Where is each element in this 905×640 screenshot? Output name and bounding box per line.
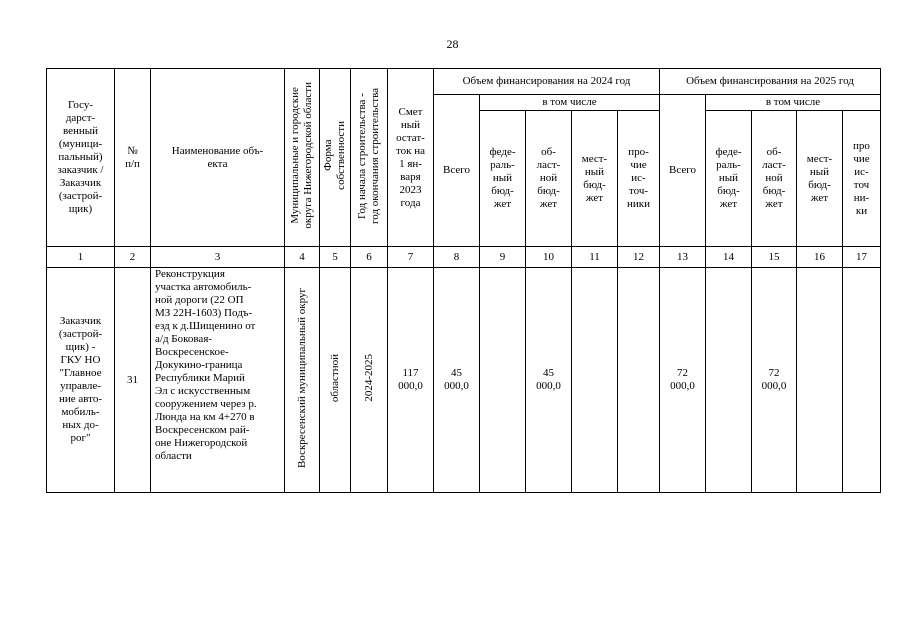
header-regional-2025: об- ласт- ной бюд- жет <box>752 111 797 247</box>
header-local-2024: мест- ный бюд- жет <box>572 111 618 247</box>
header-ownership <box>320 69 351 247</box>
cell-local-2025 <box>797 268 843 493</box>
header-other-2025: про чие ис- точ ни- ки <box>843 111 881 247</box>
column-number: 8 <box>434 247 480 268</box>
column-number: 13 <box>660 247 706 268</box>
column-number: 7 <box>388 247 434 268</box>
column-number: 1 <box>47 247 115 268</box>
cell-ownership-text: областной <box>328 353 341 403</box>
header-federal-2025: феде- раль- ный бюд- жет <box>706 111 752 247</box>
cell-municipality <box>285 268 320 493</box>
cell-customer: Заказчик (застрой- щик) - ГКУ НО "Главное управле- ние авто- мобиль- ных до- рог" <box>47 268 115 493</box>
header-ownership-text: Форма собственности <box>322 121 347 190</box>
cell-federal-2024 <box>480 268 526 493</box>
header-local-2025: мест- ный бюд- жет <box>797 111 843 247</box>
header-municipality-text: Муниципальные и городские округа Нижегородской области <box>289 82 314 229</box>
cell-regional-2025: 72 000,0 <box>752 268 797 493</box>
column-number: 14 <box>706 247 752 268</box>
header-estimate: Смет ный остат- ток на 1 ян- варя 2023 года <box>388 69 434 247</box>
cell-years-text: 2024-2025 <box>362 354 375 402</box>
cell-other-2024 <box>618 268 660 493</box>
column-number: 17 <box>843 247 881 268</box>
column-number: 10 <box>526 247 572 268</box>
cell-ownership <box>320 268 351 493</box>
column-number: 4 <box>285 247 320 268</box>
cell-regional-2024: 45 000,0 <box>526 268 572 493</box>
cell-total-2025: 72 000,0 <box>660 268 706 493</box>
header-object-name: Наименование объ- екта <box>151 69 285 247</box>
column-number: 9 <box>480 247 526 268</box>
column-number: 11 <box>572 247 618 268</box>
page-number: 28 <box>446 37 459 51</box>
financing-table <box>46 68 881 493</box>
header-other-2024: про- чие ис- точ- ники <box>618 111 660 247</box>
header-num: № п/п <box>115 69 151 247</box>
column-number: 5 <box>320 247 351 268</box>
header-years-text: Год начала строительства - год окончания строительства <box>356 87 381 224</box>
header-including-2024: в том числе <box>480 95 660 111</box>
header-funding-2025: Объем финансирования на 2025 год <box>660 69 881 95</box>
header-years <box>351 69 388 247</box>
header-customer: Госу- дарст- венный (муници- пальный) заказчик / Заказчик (застрой- щик) <box>47 69 115 247</box>
column-number-row <box>47 247 881 268</box>
cell-other-2025 <box>843 268 881 493</box>
header-including-2025: в том числе <box>706 95 881 111</box>
column-number: 15 <box>752 247 797 268</box>
cell-num: 31 <box>115 268 151 493</box>
cell-total-2024: 45 000,0 <box>434 268 480 493</box>
cell-federal-2025 <box>706 268 752 493</box>
header-federal-2024: феде- раль- ный бюд- жет <box>480 111 526 247</box>
column-number: 12 <box>618 247 660 268</box>
cell-local-2024 <box>572 268 618 493</box>
header-total-2025: Всего <box>660 95 706 247</box>
cell-estimate: 117 000,0 <box>388 268 434 493</box>
header-municipality <box>285 69 320 247</box>
column-number: 3 <box>151 247 285 268</box>
column-number: 2 <box>115 247 151 268</box>
header-funding-2024: Объем финансирования на 2024 год <box>434 69 660 95</box>
cell-municipality-text: Воскресенский муниципальный округ <box>295 287 308 469</box>
header-total-2024: Всего <box>434 95 480 247</box>
column-number: 6 <box>351 247 388 268</box>
cell-years <box>351 268 388 493</box>
table-row <box>47 268 881 493</box>
header-regional-2024: об- ласт- ной бюд- жет <box>526 111 572 247</box>
cell-object-name: Реконструкция участка автомобиль- ной дороги (22 ОП МЗ 22Н-1603) Подъ- езд к д.Шищенино от а/д Боковая- Воскресенское- Докукино-граница Республики Марий Эл с искусственным сооружением через р. Люнда на км 4+270 в Воскресенском рай- оне Нижегородской области <box>151 268 285 493</box>
column-number: 16 <box>797 247 843 268</box>
